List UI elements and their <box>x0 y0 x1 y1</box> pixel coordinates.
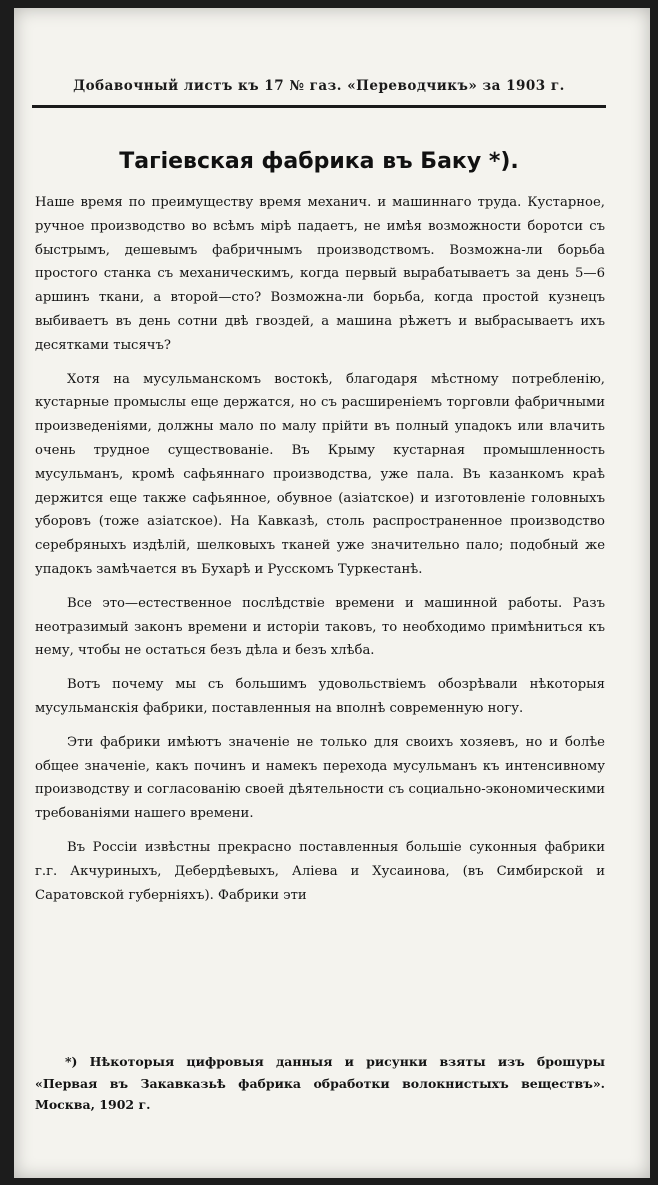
article-body <box>35 191 605 917</box>
paragraph: Наше время по преимуществу время механич. и машиннаго труда. Кустарное, ручное производство во всѣмъ мiрѣ падаетъ, не имѣя возможности боротси съ быстрымъ, дешевымъ фабричнымъ производствомъ. Возможна-ли борьба простого станка съ механическимъ, когда первый вырабатываетъ за день 5—6 аршинъ ткани, а второй—сто? Возможна-ли борьба, когда простой кузнецъ выбиваетъ въ день сотни двѣ гвоздей, а машина рѣжетъ и выбрасываетъ ихъ десятками тысячъ? <box>35 195 605 353</box>
newspaper-page <box>14 8 650 1178</box>
header-rule <box>32 105 606 108</box>
paragraph: Эти фабрики имѣютъ значенiе не только для своихъ хозяевъ, но и болѣе общее значенiе, какъ починъ и намекъ перехода мусульманъ къ интенсивному производству и согласованiю своей дѣятельности съ социально-экономическими требованiями нашего времени. <box>35 734 605 822</box>
paragraph: Въ Россiи извѣстны прекрасно поставленныя большiе суконныя фабрики г.г. Акчуриныхъ, Дебердѣевыхъ, Алiева и Хусаинова, (въ Симбирской и Саратовской губернiяхъ). Фабрики эти <box>35 839 605 903</box>
article-title: Тагiевская фабрика въ Баку *). <box>119 149 519 174</box>
paragraph: Все это—естественное послѣдствiе времени и машинной работы. Разъ неотразимый законъ времени и исторiи таковъ, то необходимо примѣниться къ нему, чтобы не остаться безъ дѣла и безъ хлѣба. <box>35 595 605 659</box>
paragraph: Хотя на мусульманскомъ востокѣ, благодаря мѣстному потребленiю, кустарные промыслы еще держатся, но съ расширенiемъ торговли фабричными произведенiями, должны мало по малу прiйти въ полный упадокъ или влачить очень трудное существованiе. Въ Крыму кустарная промышленность мусульманъ, кромѣ сафьяннаго производства, уже пала. Въ казанкомъ краѣ держится еще также сафьянное, обувное (азiатское) и изготовленiе головныхъ уборовъ (тоже азiатское). На Кавказѣ, столь распространенное производство серебряныхъ издѣлiй, шелковыхъ тканей уже значительно пало; подобный же упадокъ замѣчается въ Бухарѣ и Русскомъ Туркестанѣ. <box>35 371 605 577</box>
paragraph: Вотъ почему мы съ большимъ удовольствiемъ обозрѣвали нѣкоторыя мусульманскiя фабрики, поставленныя на вполнѣ современную ногу. <box>35 677 605 716</box>
footnote <box>35 1051 605 1116</box>
page-header: Добавочный листъ къ 17 № газ. «Переводчикъ» за 1903 г. <box>73 78 565 94</box>
footnote-text: *) Нѣкоторыя цифровыя данныя и рисунки взяты изъ брошуры «Первая въ Закавказьѣ фабрика обработки волокнистыхъ веществъ». Москва, 1902 г. <box>35 1054 605 1112</box>
